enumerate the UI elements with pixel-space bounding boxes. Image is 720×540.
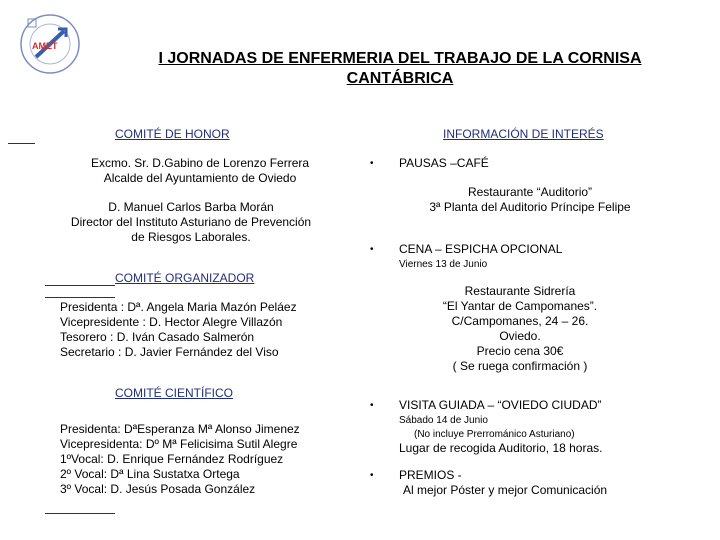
visita-label: VISITA GUIADA – “OVIEDO CIUDAD” bbox=[399, 398, 602, 412]
organizer-heading: COMITÉ ORGANIZADOR bbox=[115, 271, 255, 285]
title-line-2: CANTÁBRICA bbox=[346, 70, 454, 87]
scientific-list bbox=[60, 414, 300, 497]
honor-line: D. Manuel Carlos Barba Morán bbox=[108, 200, 274, 214]
title-line-1: I JORNADAS DE ENFERMERIA DEL TRABAJO DE LA CORNISA bbox=[158, 50, 642, 67]
bullet-icon: • bbox=[370, 158, 374, 169]
organizer-line: Presidenta : Dª. Angela Maria Mazón Peláez bbox=[60, 300, 297, 314]
pausas-floor: 3ª Planta del Auditorio Príncipe Felipe bbox=[429, 200, 631, 214]
pausas-label: PAUSAS –CAFÉ bbox=[399, 156, 489, 170]
scientific-line: 3º Vocal: D. Jesús Posada González bbox=[60, 482, 256, 496]
cena-line: Restaurante Sidrería bbox=[464, 284, 576, 298]
cena-line: “El Yantar de Campomanes”. bbox=[442, 299, 598, 313]
cena-line: C/Campomanes, 24 – 26. bbox=[451, 314, 589, 328]
cena-line: Oviedo. bbox=[499, 329, 541, 343]
divider bbox=[45, 513, 115, 514]
organizer-line: Vicepresidente : D. Hector Alegre Villazón bbox=[60, 315, 283, 329]
cena-details bbox=[370, 284, 670, 374]
pausas-place: Restaurante “Auditorio” bbox=[467, 185, 593, 199]
scientific-heading: COMITÉ CIENTÍFICO bbox=[115, 386, 233, 400]
honor-line: Director del Instituto Asturiano de Prevención bbox=[70, 215, 312, 229]
logo-acronym: AMET bbox=[32, 41, 58, 51]
scientific-line: 1ºVocal: D. Enrique Fernández Rodríguez bbox=[60, 452, 284, 466]
cena-date: Viernes 13 de Junio bbox=[399, 259, 488, 270]
organizer-line: Tesorero : D. Iván Casado Salmerón bbox=[60, 330, 255, 344]
visita-date: Sábado 14 de Junio bbox=[399, 415, 488, 426]
divider bbox=[45, 297, 115, 298]
cena-line: ( Se ruega confirmación ) bbox=[452, 359, 588, 373]
honor-member-2 bbox=[50, 200, 332, 245]
honor-line: de Riesgos Laborales. bbox=[131, 230, 251, 244]
page-title bbox=[100, 49, 700, 89]
divider bbox=[45, 285, 115, 286]
bullet-icon: • bbox=[370, 470, 374, 481]
cena-label: CENA – ESPICHA OPCIONAL bbox=[399, 242, 563, 256]
premios-detail: Al mejor Póster y mejor Comunicación bbox=[403, 483, 608, 497]
honor-line: Excmo. Sr. D.Gabino de Lorenzo Ferrera bbox=[90, 156, 310, 170]
honor-line: Alcalde del Ayuntamiento de Oviedo bbox=[103, 171, 297, 185]
honor-heading: COMITÉ DE HONOR bbox=[115, 127, 230, 141]
organizer-list bbox=[60, 300, 297, 360]
visita-note: (No incluye Prerrománico Asturiano) bbox=[414, 429, 575, 440]
pausas-details bbox=[380, 185, 680, 215]
bullet-icon: • bbox=[370, 244, 374, 255]
divider bbox=[8, 143, 35, 144]
scientific-line: Vicepresidenta: Dº Mª Felicisima Sutil Alegre bbox=[60, 437, 298, 451]
scientific-line: 2º Vocal: Dª Lina Sustatxa Ortega bbox=[60, 467, 240, 481]
cena-line: Precio cena 30€ bbox=[476, 344, 564, 358]
info-heading: INFORMACIÓN DE INTERÉS bbox=[443, 127, 604, 141]
amet-logo bbox=[18, 13, 82, 75]
scientific-line: Presidenta: DªEsperanza Mª Alonso Jimenez bbox=[60, 422, 300, 436]
bullet-icon: • bbox=[370, 400, 374, 411]
premios-label: PREMIOS - bbox=[399, 468, 462, 482]
honor-member-1 bbox=[60, 156, 340, 186]
visita-pickup: Lugar de recogida Auditorio, 18 horas. bbox=[399, 441, 603, 455]
organizer-line: Secretario : D. Javier Fernández del Viso bbox=[60, 345, 279, 359]
